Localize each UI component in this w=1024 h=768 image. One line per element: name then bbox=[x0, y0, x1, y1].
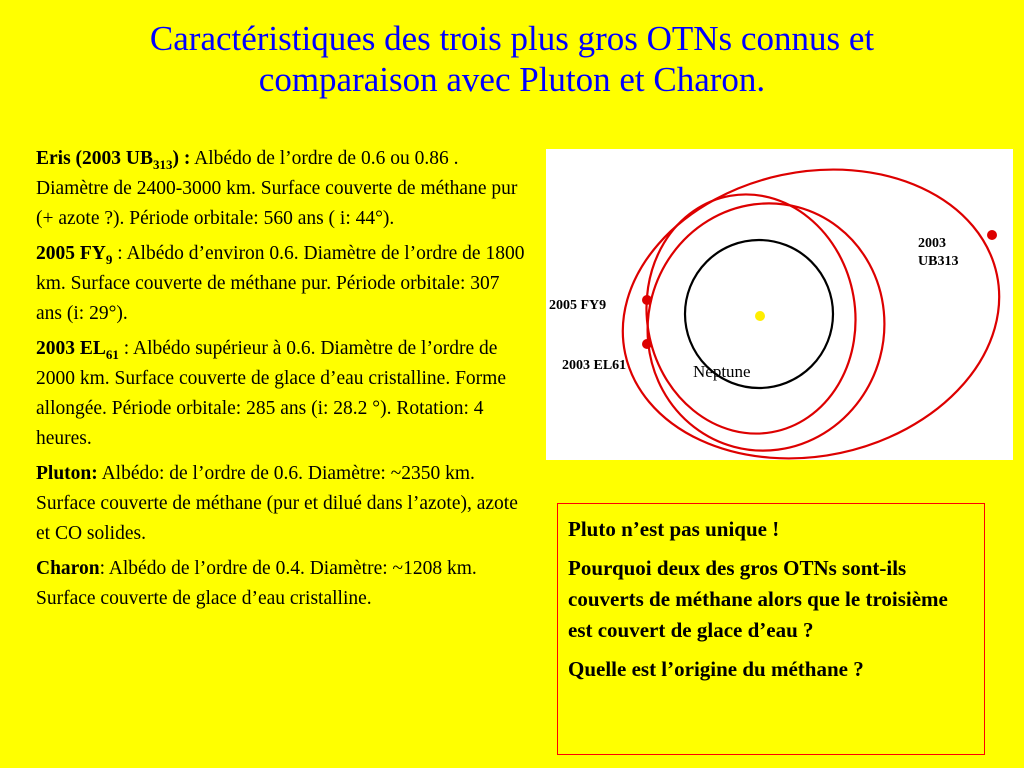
object-descriptions bbox=[36, 144, 530, 619]
fy9-text: : Albédo d’environ 0.6. Diamètre de l’ordre de 1800 km. Surface couverte de méthane pur. Période orbitale: 307 ans (i: 29°). bbox=[36, 243, 525, 324]
charon-name: Charon bbox=[36, 558, 100, 579]
marker-2005-fy9 bbox=[642, 295, 652, 305]
el61-name: 2003 $EL_{61}$ bbox=[36, 338, 119, 362]
orbit-2003-el61 bbox=[628, 178, 875, 450]
fy9-name: 2005 $FY_9$ bbox=[36, 243, 113, 267]
orbit-svg bbox=[546, 149, 1013, 460]
title-line-2: comparaison avec Pluton et Charon. bbox=[258, 60, 766, 99]
charon-text: : Albédo de l’ordre de 0.4. Diamètre: ~1208 km. Surface couverte de glace d’eau cristalline. bbox=[36, 558, 477, 609]
label-2003-ub313-line2: UB313 bbox=[918, 254, 959, 269]
marker-2003-el61 bbox=[642, 339, 652, 349]
label-2005-fy9: 2005 FY9 bbox=[549, 298, 607, 313]
charon-paragraph bbox=[36, 554, 530, 614]
pluton-name: Pluton: bbox=[36, 463, 98, 484]
question-3: Quelle est l’origine du méthane ? bbox=[568, 657, 864, 681]
label-neptune: Neptune bbox=[693, 362, 751, 381]
question-box bbox=[557, 503, 985, 755]
el61-paragraph bbox=[36, 334, 530, 454]
el61-text: : Albédo supérieur à 0.6. Diamètre de l’ordre de 2000 km. Surface couverte de glace d’eau cristalline. Forme allongée. Période orbitale: 285 ans (i: 28.2 °). Rotation: 4 heures. bbox=[36, 338, 506, 449]
eris-paragraph bbox=[36, 144, 530, 234]
label-2003-el61: 2003 EL61 bbox=[562, 358, 627, 373]
question-1: Pluto n’est pas unique ! bbox=[568, 517, 780, 541]
orbit-2003-ub313 bbox=[596, 149, 1013, 460]
slide-title bbox=[40, 18, 984, 100]
fy9-paragraph bbox=[36, 239, 530, 329]
title-line-1: Caractéristiques des trois plus gros OTNs connus et bbox=[149, 19, 875, 58]
marker-2003-ub313 bbox=[987, 230, 997, 240]
sun-marker bbox=[755, 311, 765, 321]
orbit-diagram bbox=[546, 149, 1013, 460]
question-2: Pourquoi deux des gros OTNs sont-ils couverts de méthane alors que le troisième est couvert de glace d’eau ? bbox=[568, 556, 948, 642]
eris-name: Eris (2003 $UB_{313}$) : bbox=[36, 148, 191, 172]
pluton-text: Albédo: de l’ordre de 0.6. Diamètre: ~2350 km. Surface couverte de méthane (pur et dilué dans l’azote), azote et CO solides. bbox=[36, 463, 518, 544]
eris-text: Albédo de l’ordre de 0.6 ou 0.86 . Diamètre de 2400-3000 km. Surface couverte de méthane pur (+ azote ?). Période orbitale: 560 ans ( i: 44°). bbox=[36, 148, 518, 229]
pluton-paragraph bbox=[36, 459, 530, 549]
label-2003-ub313-line1: 2003 bbox=[918, 236, 946, 251]
